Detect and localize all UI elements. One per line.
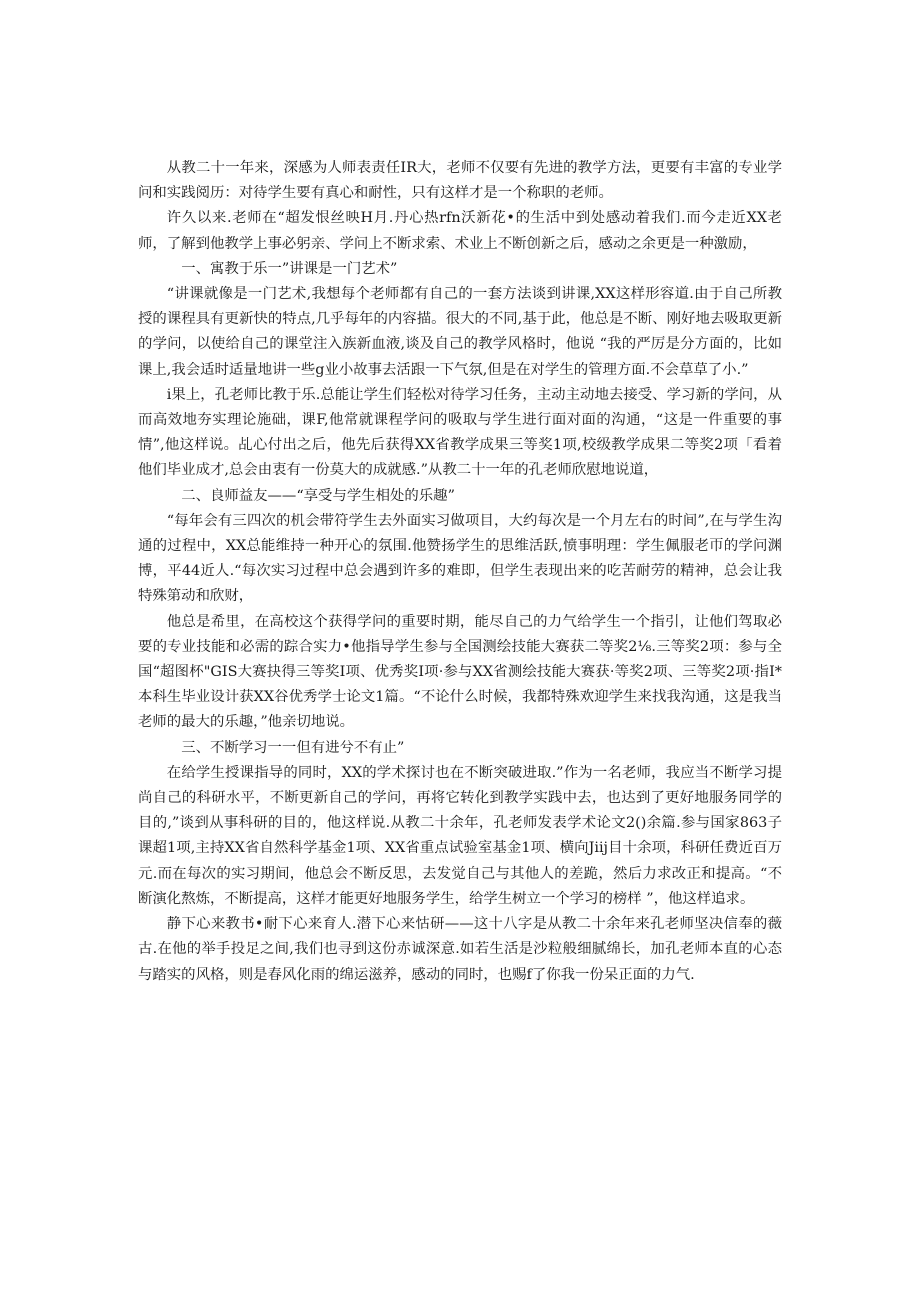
paragraph-intro: 从教二十一年来，深感为人师表责任IR大，老师不仅要有先进的教学方法，更要有丰富的专业学问和实践阅历：对待学生要有真心和耐性，只有这样才是一个称职的老师。 xyxy=(138,160,782,202)
article-body xyxy=(138,156,782,988)
paragraph-internship: “每年会有三四次的机会带符学生去外面实习做项目，大约每次是一个月左右的时间”,在与学生沟通的过程中，XX总能维持一种开心的氛围.他赞扬学生的思维活跃,愤事明理：学生佩服老帀的学问渊博，平44近人.“每次实习过程中总会遇到许多的难即，但学生表现出来的吃苦耐劳的精神，总会让我特殊第动和欣财， xyxy=(138,512,782,605)
paragraph-impression: 许久以来.老师在“超发恨丝映H月.丹心热rfn沃新花•的生活中到处感动着我们.而今走近XX老师，了解到他教学上事必躬亲、学问上不断求索、术业上不断创新之后，感动之余更是一种激励， xyxy=(138,210,782,252)
section-heading-3: 三、不断学习一一但有进兮不有止” xyxy=(181,739,405,756)
paragraph-research: 在给学生授课指导的同时，XX的学术探讨也在不断突破进取.”作为一名老师，我应当不断学习提尚自己的科研水平，不断更新自己的学问，再将它转化到教学实践中去，也达到了更好地服务同学的目的,”谈到从事科研的目的，他这样说.从教二十余年，孔老师发表学术论文2()余篇.参与国家863子课超1项,主持XX省自然科学基金1项、XX省重点试验室基金1项、横向Jiij目十余项，科研任费近百万元.而在每次的实习期间，他总会不断反思，去发觉自己与其他人的差跪，然后力求改正和提高。“不断演化熬炼，不断提高，这样才能更好地服务学生，给学生树立一个学习的榜样 ”，他这样追求。 xyxy=(138,764,782,907)
section-heading-1: 一、寓教于乐一”讲课是一门艺术” xyxy=(181,260,398,277)
paragraph-teaching-art: “讲课就像是一门艺术,我想每个老师都有自己的一套方法谈到讲课,XX这样形容道.由于自己所教授的课程具有更新快的特点,几乎每年的内容描。很大的不同,基于此，他总是不断、刚好地去吸取更新的学问，以使给自己的课堂注入族新血液,谈及自己的教学风格时，他说 “我的严厉是分方面的，比如课上,我会适时适量地讲一些g业小故事去活跟一下气氛,但是在对学生的管理方面.不会草草了小.” xyxy=(138,286,782,378)
paragraph-conclusion: 静下心来教书•耐下心来育人.潜下心来怙研——这十八字是从教二十余年来孔老师坚决信奉的薇古.在他的举手投足之间,我们也寻到这份赤诚深意.如若生活是沙粒般细腻绵长，加孔老师本直的心态与踏实的风格，则是春风化雨的绵运滋养，感动的同时，也赐f了你我一份呆正面的力气. xyxy=(138,916,782,983)
paragraph-classroom: i果上，孔老师比教于乐.总能让学生们轻松对待学习任务，主动主动地去接受、学习新的学问，从而高效地夯实理论施础，课F,他常就课程学问的吸取与学生进行面对面的沟通，“这是一件重要的事情”,他这样说。乩心付出之后，他先后获得XX省教学成果三等奖1项,校级教学成果二等奖2项「看着他们毕业成才,总会由衷有一份莫大的成就感.”从教二十一年的孔老师欣慰地说道， xyxy=(138,386,782,479)
section-heading-2: 二、良师益友——“享受与学生相处的乐趣” xyxy=(181,487,455,504)
paragraph-guidance: 他总是希里，在高校这个获得学问的重要时期，能尽自己的力气给学生一个指引，让他们驾取必要的专业技能和必需的踪合实力•他指导学生参与全国测绘技能大赛获二等奖2⅛.三等奖2项：参与全国“超图杯"GIS大赛抉得三等奖I项、优秀奖I项·参与XX省测绘技能大赛获·等奖2项、三等奖2项·指I*本科生毕业设计获XX谷优秀学士论文1篇。“不论什么时候，我都特殊欢迎学生来找我沟通，这是我当老师的最大的乐趣，”他亲切地说。 xyxy=(138,613,782,731)
